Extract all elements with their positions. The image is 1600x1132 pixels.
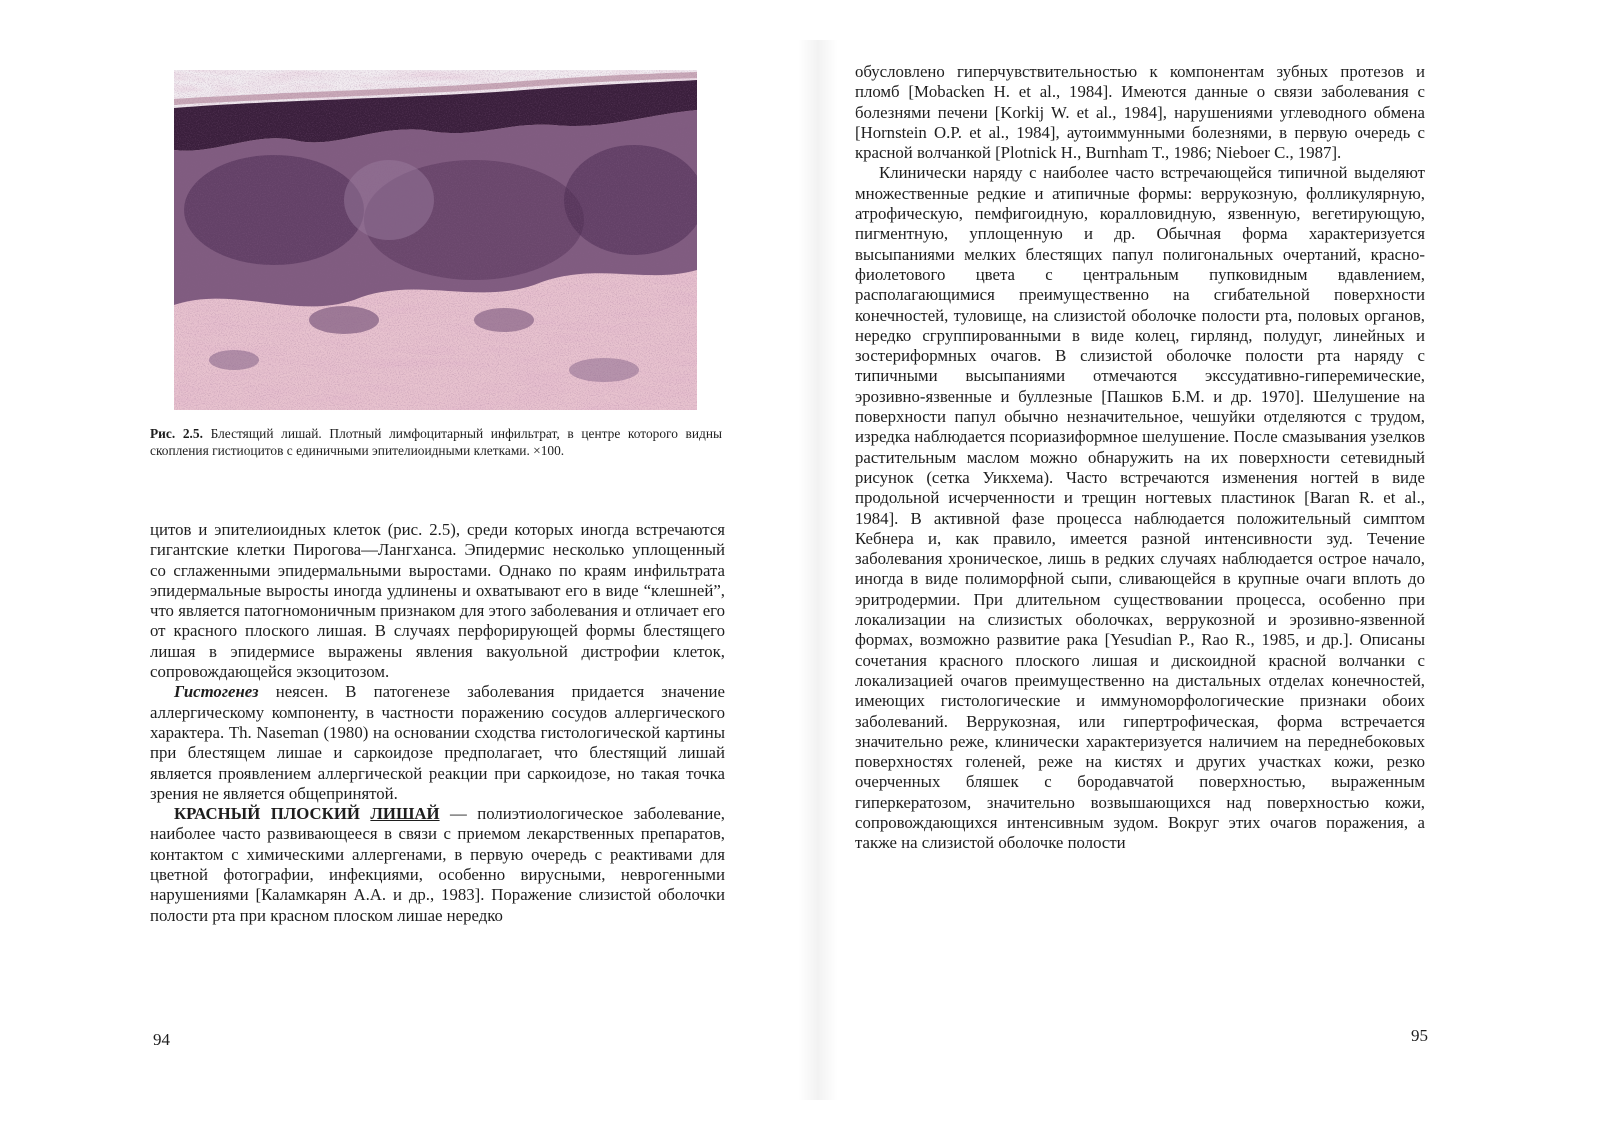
- page-number-left: 94: [153, 1030, 170, 1049]
- right-paragraph-2: Клинически наряду с наиболее часто встречающейся типичной выделяют множественные редкие и атипичные формы: веррукозную, фолликулярную, атрофическую, пемфигоидную, коралловидную, язвенную, вегетирующую, пигментную, уплощенную и др. Обычная форма характеризуется высыпаниями мелких блестящих папул полигональных очертаний, красно-фиолетового цвета с центральным пупковидным вдавлением, располагающимися преимущественно на сгибательной поверхности конечностей, туловище, на слизистой оболочке полости рта, половых органов, нередко сгруппированными в виде колец, гирлянд, полудуг, линейных и зостериформных очагов. В слизистой оболочке полости рта наряду с типичными высыпаниями отмечаются экссудативно-гиперемические, эрозивно-язвенные и буллезные [Пашков Б.М. и др. 1970]. Шелушение на поверхности папул обычно незначительное, чешуйки отделяются с трудом, изредка наблюдается псориазиформное шелушение. После смазывания узелков растительным маслом можно обнаружить на их поверхности сетевидный рисунок (сетка Уикхема). Часто встречаются изменения ногтей в виде продольной исчерченности и трещин ногтевых пластинок [Baran R. et al., 1984]. В активной фазе процесса наблюдается положительный симптом Кебнера и, как правило, имеется разной интенсивности зуд. Течение заболевания хроническое, лишь в редких случаях наблюдается острое начало, иногда в виде полиморфной сыпи, сливающейся в крупные очаги вплоть до эритродермии. При длительном существовании процесса, особенно при локализации на слизистых оболочках, веррукозной и эрозивно-язвенной формах, возможно развитие рака [Yesudian P., Rao R., 1985, и др.]. Описаны сочетания красного плоского лишая и дискоидной красной волчанки с локализацией очагов преимущественно на дистальных отделах конечностей, имеющих гистологические и иммуноморфологические признаки обоих заболеваний. Веррукозная, или гипертрофическая, форма встречается значительно реже, клинически характеризуется наличием на переднебоковых поверхностях голеней, реже на кистях и других участках кожи, резко очерченных бляшек с бородавчатой поверхностью, выраженным гиперкератозом, значительно возвышающихся над поверхностью кожи, сопровождающихся интенсивным зудом. Вокруг этих очагов поражения, а также на слизистой оболочке полости: [855, 163, 1425, 853]
- left-paragraph-3: [150, 804, 725, 926]
- left-paragraph-2: [150, 682, 725, 804]
- histology-micrograph: [174, 70, 697, 410]
- right-page-body: [855, 62, 1425, 854]
- micrograph-image: [174, 70, 697, 410]
- left-paragraph-3-text: — полиэтиологическое заболевание, наиболее часто развивающееся в связи с приемом лекарственных препаратов, контактом с химическими аллергенами, в первую очередь с реактивами для цветной фотографии, инфекциями, особенно вирусными, неврогенными нарушениями [Каламкарян А.А. и др., 1983]. Поражение слизистой оболочки полости рта при красном плоском лишае нередко: [150, 804, 725, 925]
- left-paragraph-2-text: неясен. В патогенезе заболевания придается значение аллергическому компоненту, в частности поражению сосудов аллергического характера. Th. Naseman (1980) на основании сходства гистологической картины при блестящем лишае и саркоидозе предполагает, что блестящий лишай является проявлением аллергической реакции при саркоидозе, но такая точка зрения не является общепринятой.: [150, 682, 725, 803]
- histogenesis-term: Гистогенез: [174, 682, 259, 702]
- figure-caption: [150, 426, 722, 459]
- figure-caption-text: Блестящий лишай. Плотный лимфоцитарный инфильтрат, в центре которого видны скопления гистиоцитов с единичными эпителиоидными клетками. ×100.: [150, 426, 722, 458]
- right-paragraph-1: обусловлено гиперчувствительностью к компонентам зубных протезов и пломб [Mobacken H. et al., 1984]. Имеются данные о связи заболевания с болезнями печени [Korkij W. et al., 1984], нарушениями углеводного обмена [Hornstein O.P. et al., 1984], аутоиммунными болезнями, в первую очередь с красной волчанкой [Plotnick H., Burnham T., 1986; Nieboer C., 1987].: [855, 62, 1425, 163]
- section-heading-part-1: КРАСНЫЙ ПЛОСКИЙ: [174, 804, 371, 824]
- page-number-right: 95: [1411, 1026, 1428, 1045]
- figure-label: Рис. 2.5.: [150, 426, 203, 441]
- left-page-body: [150, 520, 725, 926]
- right-page: [800, 0, 1600, 1132]
- left-paragraph-1: цитов и эпителиоидных клеток (рис. 2.5), среди которых иногда встречаются гигантские клетки Пирогова—Лангханса. Эпидермис несколько уплощенный со сглаженными эпидермальными выростами. Однако по краям инфильтрата эпидермальные выросты иногда удлинены и охватывают его в виде “клешней”, что является патогномоничным признаком для этого заболевания и отличает его от красного плоского лишая. В случаях перфорирующей формы блестящего лишая в эпидермисе выражены явления вакуольной дистрофии клеток, сопровождающейся экзоцитозом.: [150, 520, 725, 682]
- section-heading: [174, 804, 440, 823]
- section-heading-part-2: ЛИШАЙ: [370, 804, 440, 824]
